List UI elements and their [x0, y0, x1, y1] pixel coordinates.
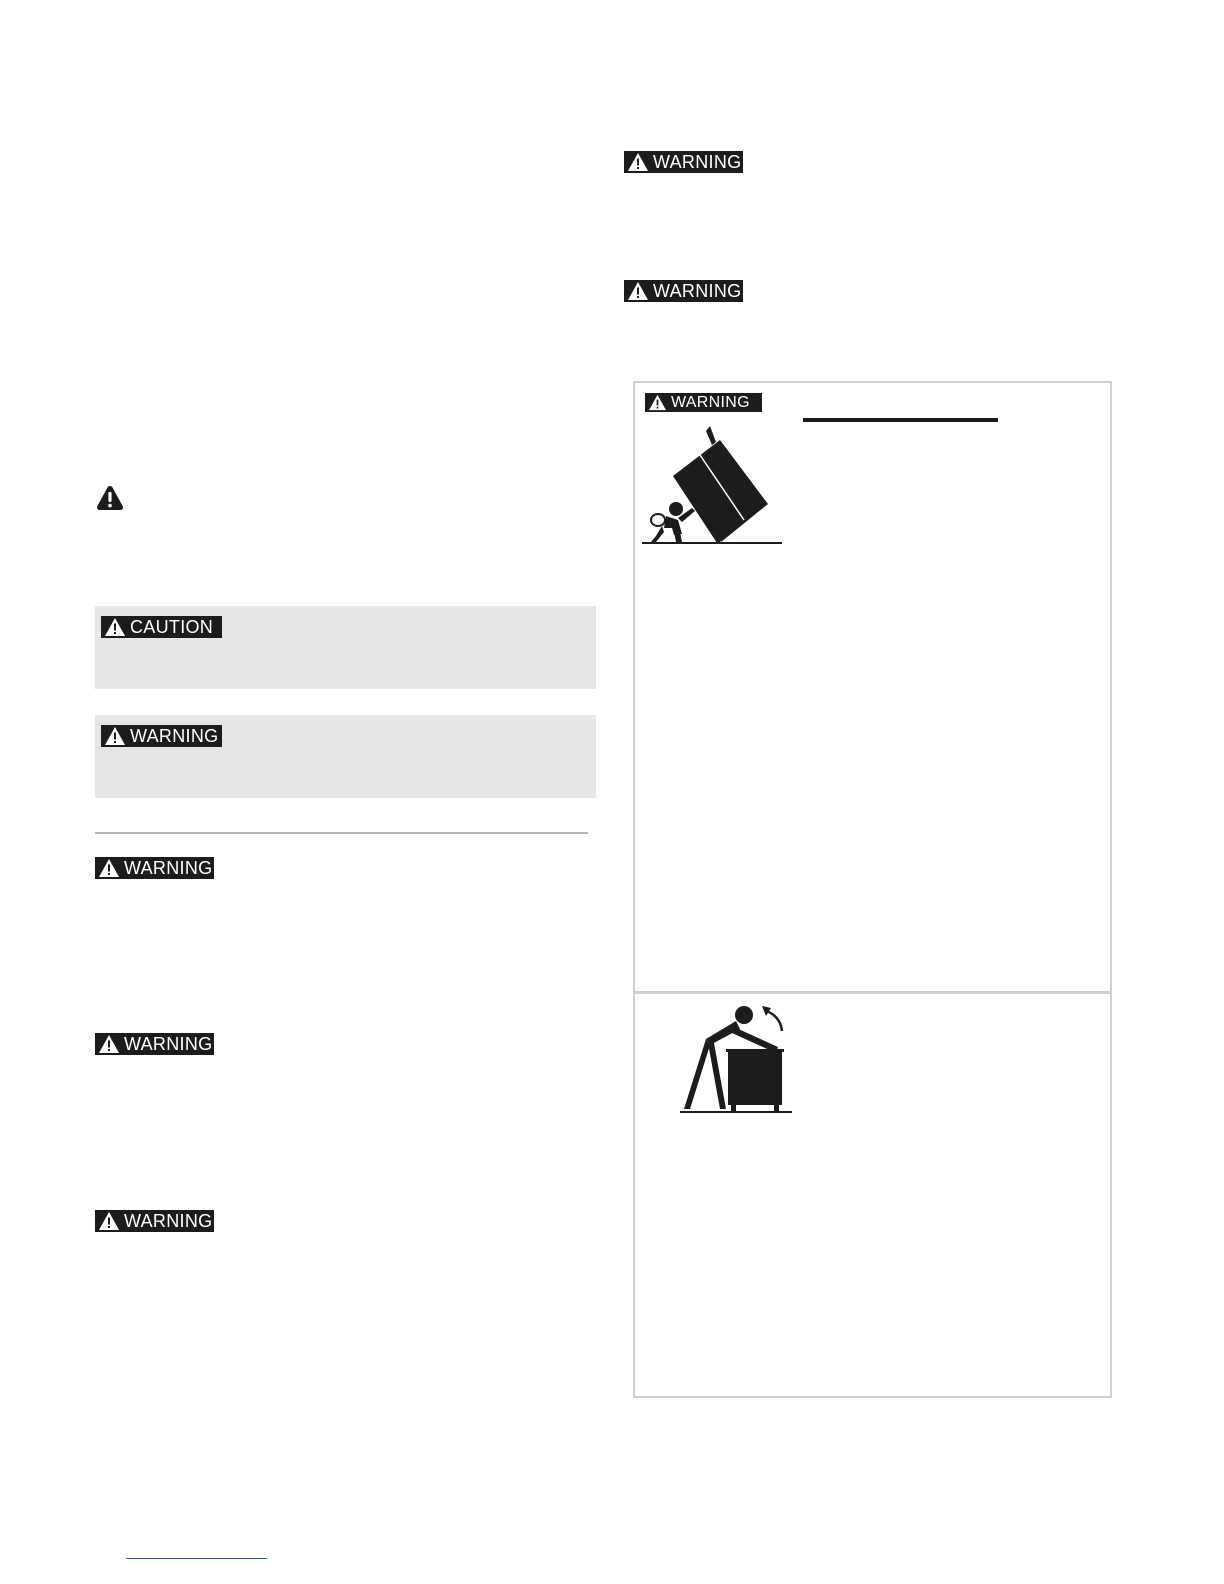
- warning-label-text: WARNING: [124, 1034, 213, 1054]
- warning-label: [624, 151, 743, 173]
- warning-label-text: WARNING: [124, 858, 213, 878]
- warning-triangle-icon: [98, 1211, 120, 1231]
- warning-label: [101, 725, 222, 747]
- warning-triangle-icon: [104, 617, 126, 637]
- tip-over-hazard-illustration: [640, 424, 784, 548]
- warning-triangle-icon: [104, 726, 126, 746]
- safety-alert-symbol-icon: [96, 485, 124, 511]
- caution-label: [101, 616, 222, 638]
- warning-triangle-icon: [627, 152, 649, 172]
- warning-triangle-icon: [627, 281, 649, 301]
- warning-label: [624, 280, 743, 302]
- warning-triangle-icon: [98, 1034, 120, 1054]
- warning-label: [95, 857, 214, 879]
- warning-label: [645, 393, 762, 412]
- warning-label-text: WARNING: [671, 394, 750, 411]
- anti-tip-check-illustration: [678, 1003, 794, 1116]
- warning-label: [95, 1033, 214, 1055]
- warning-label-text: WARNING: [653, 281, 742, 301]
- warning-triangle-icon: [98, 858, 120, 878]
- warning-label-text: WARNING: [124, 1211, 213, 1231]
- warning-triangle-icon: [648, 394, 667, 411]
- heading-underline: [803, 418, 998, 422]
- warning-label-text: WARNING: [130, 726, 219, 746]
- warning-label: [95, 1210, 214, 1232]
- section-divider: [95, 832, 588, 834]
- caution-label-text: CAUTION: [130, 617, 214, 637]
- warning-label-text: WARNING: [653, 152, 742, 172]
- footer-link-underline[interactable]: [126, 1558, 267, 1559]
